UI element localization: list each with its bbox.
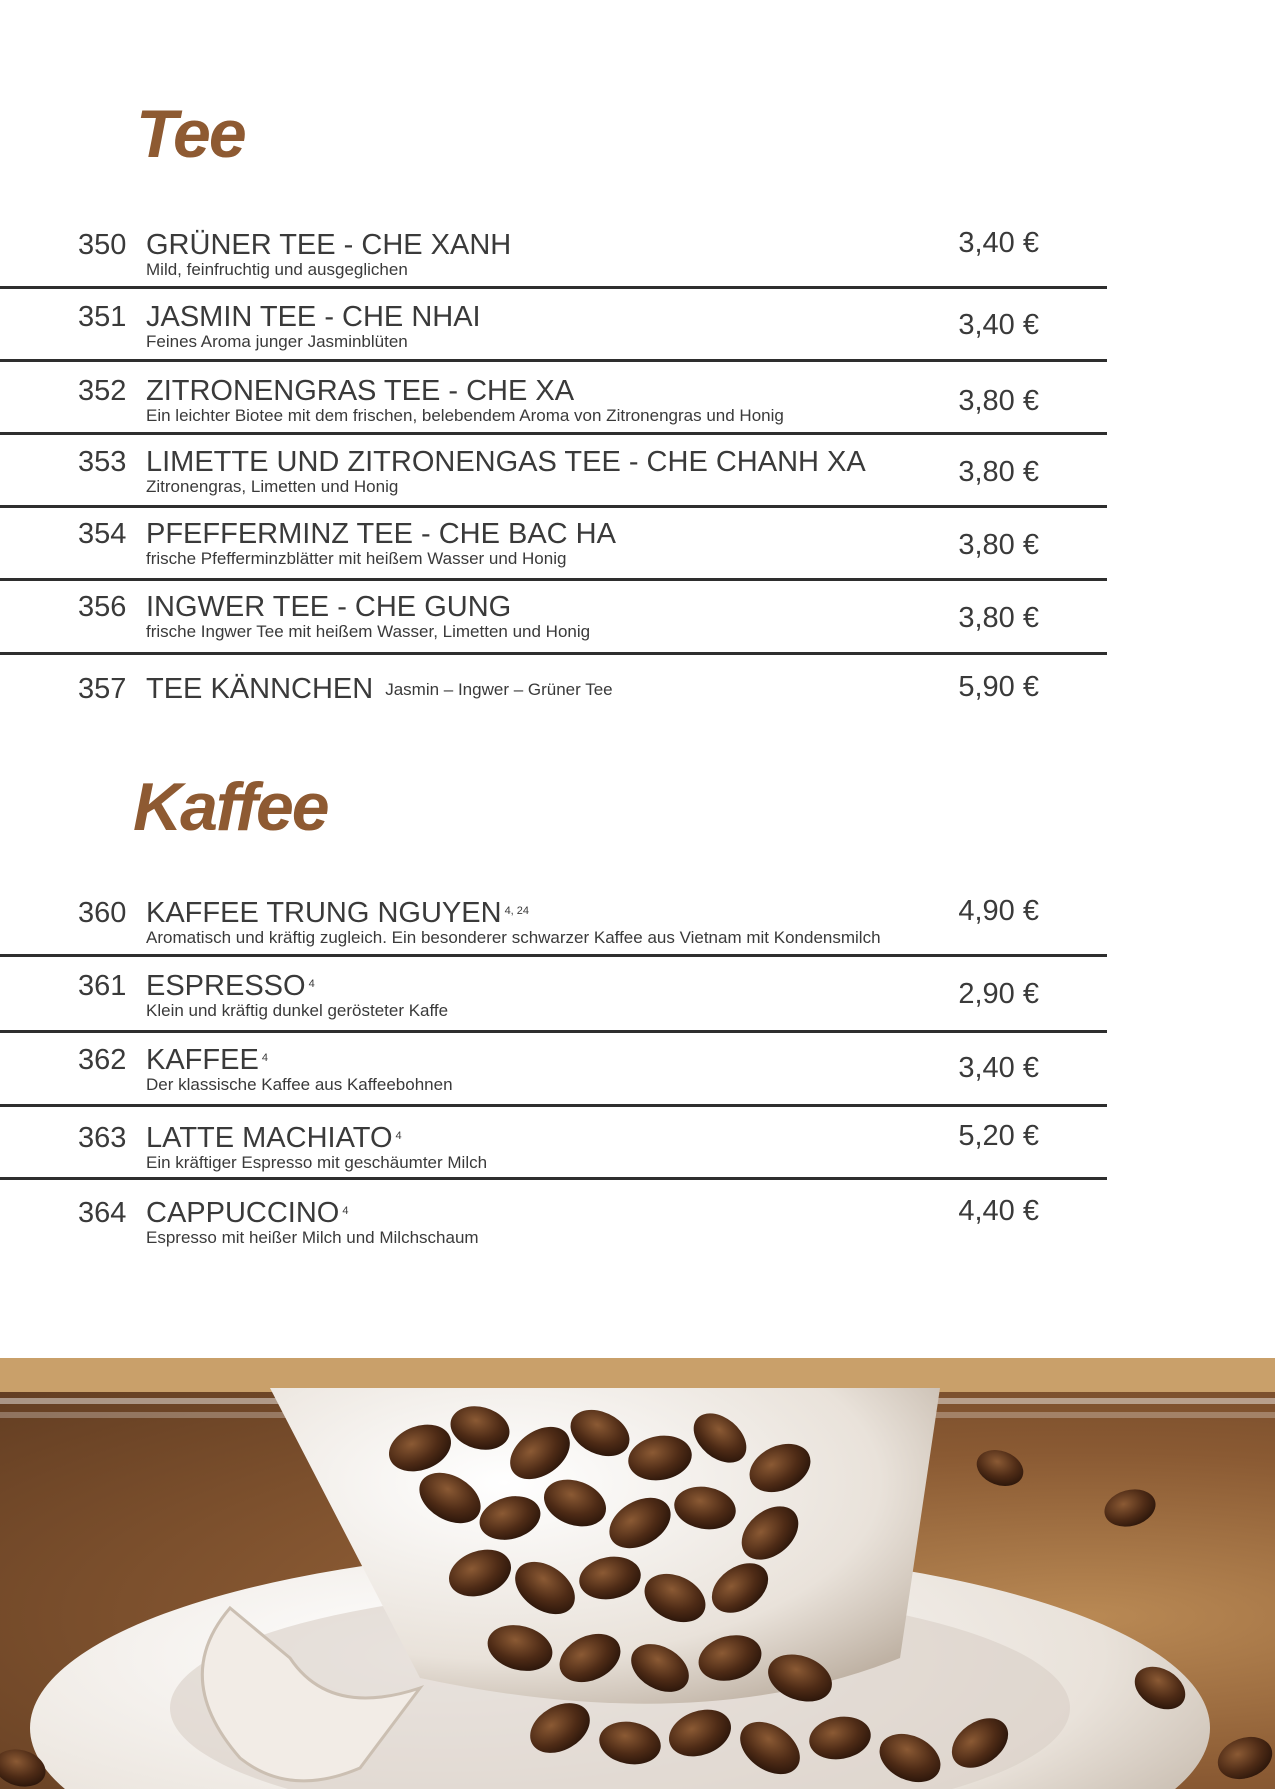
item-price: 4,40 € <box>958 1195 1039 1227</box>
item-price: 4,90 € <box>958 895 1039 927</box>
divider <box>0 432 1107 435</box>
allergen-superscript: 4 <box>342 1205 349 1217</box>
divider <box>0 359 1107 362</box>
item-number: 363 <box>78 1122 127 1154</box>
divider <box>0 954 1107 957</box>
item-number: 352 <box>78 375 127 407</box>
section-title-tee: Tee <box>136 96 245 172</box>
item-name-text: TEE KÄNNCHEN <box>146 673 374 705</box>
item-price: 3,80 € <box>958 529 1039 561</box>
divider <box>0 505 1107 508</box>
item-price: 2,90 € <box>958 978 1039 1010</box>
item-price: 5,20 € <box>958 1120 1039 1152</box>
item-price: 3,40 € <box>958 1052 1039 1084</box>
coffee-beans-illustration <box>0 1358 1275 1789</box>
item-name-text: ESPRESSO <box>146 970 306 1002</box>
allergen-superscript: 4 <box>308 978 315 990</box>
item-number: 351 <box>78 301 127 333</box>
item-name <box>146 1196 348 1230</box>
item-price: 5,90 € <box>958 671 1039 703</box>
item-number: 357 <box>78 673 127 705</box>
item-name-text: KAFFEE TRUNG NGUYEN <box>146 897 502 929</box>
divider <box>0 1177 1107 1180</box>
allergen-superscript: 4, 24 <box>504 905 530 917</box>
item-number: 364 <box>78 1197 127 1229</box>
item-description: Zitronengras, Limetten und Honig <box>146 477 399 496</box>
item-description: Espresso mit heißer Milch und Milchschaum <box>146 1228 479 1247</box>
item-name <box>146 969 315 1003</box>
allergen-superscript: 4 <box>395 1130 402 1142</box>
item-number: 356 <box>78 591 127 623</box>
item-description: frische Ingwer Tee mit heißem Wasser, Limetten und Honig <box>146 622 591 641</box>
item-number: 360 <box>78 897 127 929</box>
item-number: 350 <box>78 229 127 261</box>
divider <box>0 286 1107 289</box>
item-name <box>146 896 529 930</box>
section-title-kaffee: Kaffee <box>133 769 328 845</box>
item-number: 354 <box>78 518 127 550</box>
item-number: 361 <box>78 970 127 1002</box>
item-description: frische Pfefferminzblätter mit heißem Wasser und Honig <box>146 549 567 568</box>
item-name: JASMIN TEE - CHE NHAI <box>146 301 481 333</box>
item-description: Feines Aroma junger Jasminblüten <box>146 332 408 351</box>
item-name: ZITRONENGRAS TEE - CHE XA <box>146 375 575 407</box>
item-name: GRÜNER TEE - CHE XANH <box>146 229 512 261</box>
item-price: 3,80 € <box>958 456 1039 488</box>
item-price: 3,80 € <box>958 602 1039 634</box>
item-name-text: CAPPUCCINO <box>146 1197 340 1229</box>
item-name: PFEFFERMINZ TEE - CHE BAC HA <box>146 518 616 550</box>
item-price: 3,40 € <box>958 309 1039 341</box>
coffee-cup-photo <box>0 1358 1275 1789</box>
item-name-text: LATTE MACHIATO <box>146 1122 393 1154</box>
item-name <box>146 1121 402 1155</box>
item-description: Aromatisch und kräftig zugleich. Ein besonderer schwarzer Kaffee aus Vietnam mit Kondensmilch <box>146 928 881 947</box>
item-number: 362 <box>78 1044 127 1076</box>
item-description: Ein kräftiger Espresso mit geschäumter Milch <box>146 1153 488 1172</box>
divider <box>0 652 1107 655</box>
item-name: LIMETTE UND ZITRONENGAS TEE - CHE CHANH XA <box>146 446 866 478</box>
item-name <box>146 672 613 707</box>
item-number: 353 <box>78 446 127 478</box>
divider <box>0 1030 1107 1033</box>
item-inline-description: Jasmin – Ingwer – Grüner Tee <box>385 680 613 700</box>
item-name: INGWER TEE - CHE GUNG <box>146 591 512 623</box>
item-name-text: KAFFEE <box>146 1044 259 1076</box>
item-name <box>146 1043 268 1077</box>
item-price: 3,40 € <box>958 227 1039 259</box>
item-price: 3,80 € <box>958 385 1039 417</box>
item-description: Ein leichter Biotee mit dem frischen, belebendem Aroma von Zitronengras und Honig <box>146 406 784 425</box>
allergen-superscript: 4 <box>261 1052 268 1064</box>
divider <box>0 1104 1107 1107</box>
item-description: Klein und kräftig dunkel gerösteter Kaffe <box>146 1001 449 1020</box>
divider <box>0 578 1107 581</box>
item-description: Mild, feinfruchtig und ausgeglichen <box>146 260 408 279</box>
item-description: Der klassische Kaffee aus Kaffeebohnen <box>146 1075 453 1094</box>
